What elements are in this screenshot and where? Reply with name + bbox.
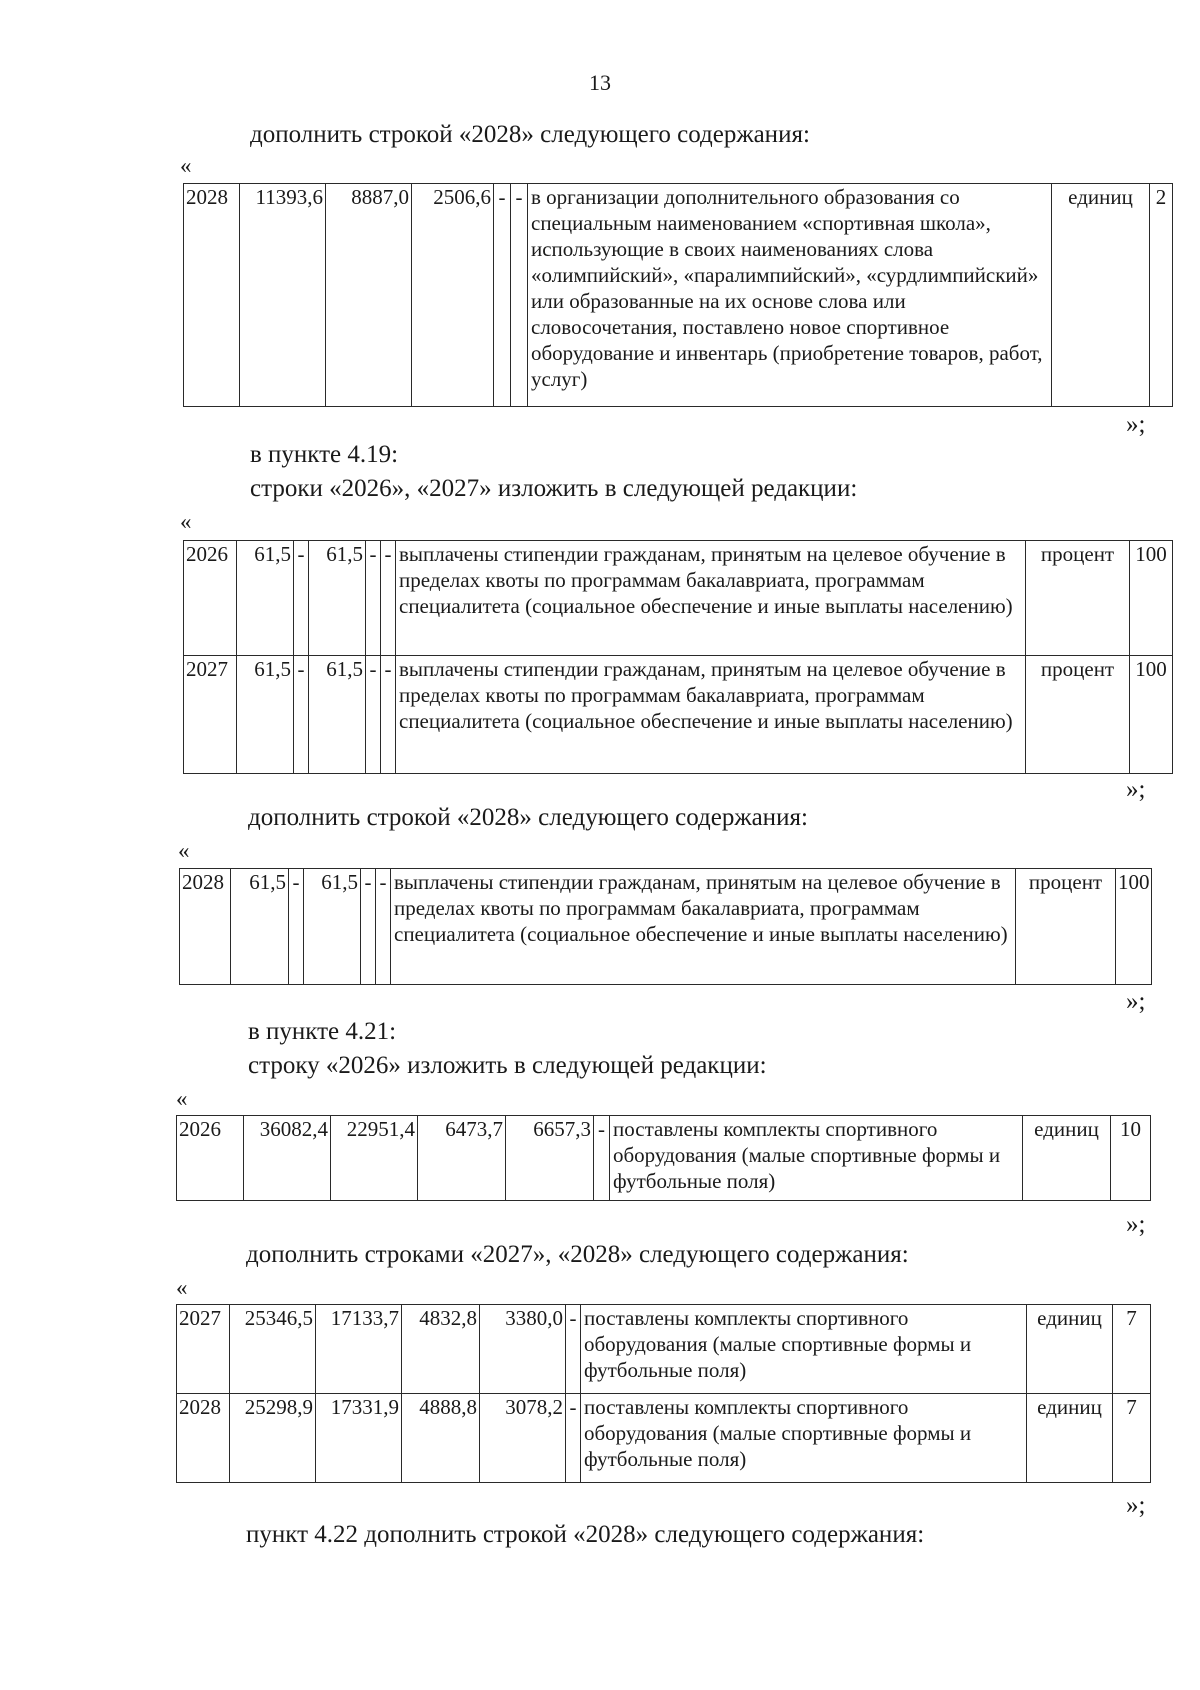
- cell-amount-2: -: [289, 869, 304, 985]
- cell-result-text: поставлены комплекты спортивного оборудования (малые спортивные формы и футбольные поля): [610, 1116, 1023, 1201]
- cell-result-text: поставлены комплекты спортивного оборудования (малые спортивные формы и футбольные поля): [581, 1305, 1027, 1394]
- cell-year: 2027: [184, 656, 237, 774]
- cell-unit: единиц: [1023, 1116, 1111, 1201]
- section-1-intro: дополнить строкой «2028» следующего содержания:: [250, 121, 810, 148]
- cell-amount-2: -: [294, 656, 309, 774]
- table-section-3: [179, 868, 1152, 985]
- cell-amount-3: 61,5: [309, 656, 366, 774]
- cell-amount-2: -: [294, 541, 309, 656]
- cell-value: 7: [1113, 1305, 1151, 1394]
- table-row: [177, 1305, 1151, 1394]
- table-row: [180, 869, 1152, 985]
- section-3-intro: дополнить строкой «2028» следующего содержания:: [248, 804, 808, 831]
- cell-amount-5: -: [376, 869, 391, 985]
- cell-unit: процент: [1026, 541, 1130, 656]
- table-row: [177, 1116, 1151, 1201]
- open-quote: «: [178, 838, 190, 863]
- cell-value: 100: [1116, 869, 1152, 985]
- table-row: [184, 541, 1173, 656]
- open-quote: «: [176, 1275, 188, 1300]
- section-2-point: в пункте 4.19:: [250, 441, 399, 468]
- cell-result-text: выплачены стипендии гражданам, принятым на целевое обучение в пределах квоты по программам бакалавриата, программам специалитета (социальное обеспечение и иные выплаты населению): [396, 541, 1026, 656]
- cell-amount-1: 36082,4: [244, 1116, 331, 1201]
- cell-result-text: выплачены стипендии гражданам, принятым на целевое обучение в пределах квоты по программам бакалавриата, программам специалитета (социальное обеспечение и иные выплаты населению): [391, 869, 1016, 985]
- cell-amount-1: 25346,5: [230, 1305, 316, 1394]
- table-section-1: [183, 183, 1173, 407]
- close-quote: »;: [1126, 1492, 1146, 1519]
- cell-amount-1: 61,5: [231, 869, 289, 985]
- cell-unit: единиц: [1027, 1305, 1113, 1394]
- cell-amount-1: 11393,6: [240, 184, 326, 407]
- cell-amount-5: -: [566, 1305, 581, 1394]
- page-number: 13: [589, 70, 611, 95]
- cell-year: 2026: [177, 1116, 244, 1201]
- cell-amount-4: 3078,2: [480, 1394, 566, 1483]
- section-4-point: в пункте 4.21:: [248, 1018, 397, 1045]
- close-quote: »;: [1126, 776, 1146, 803]
- cell-amount-5: -: [381, 656, 396, 774]
- cell-value: 100: [1130, 656, 1173, 774]
- cell-amount-4: 3380,0: [480, 1305, 566, 1394]
- cell-year: 2028: [177, 1394, 230, 1483]
- cell-result-text: в организации дополнительного образования со специальным наименованием «спортивная школа», использующие в своих наименованиях слова «олимпийский», «паралимпийский», «сурдлимпийский» или образованные на их основе слова или словосочетания, поставлено новое спортивное оборудование и инвентарь (приобретение товаров, работ, услуг): [528, 184, 1052, 407]
- cell-value: 100: [1130, 541, 1173, 656]
- cell-amount-5: -: [566, 1394, 581, 1483]
- close-quote: »;: [1126, 411, 1146, 438]
- cell-result-text: выплачены стипендии гражданам, принятым на целевое обучение в пределах квоты по программам бакалавриата, программам специалитета (социальное обеспечение и иные выплаты населению): [396, 656, 1026, 774]
- cell-amount-1: 61,5: [237, 541, 294, 656]
- cell-amount-2: 8887,0: [326, 184, 412, 407]
- cell-amount-3: 61,5: [304, 869, 361, 985]
- cell-amount-5: -: [511, 184, 528, 407]
- cell-year: 2028: [180, 869, 231, 985]
- section-5-intro: дополнить строками «2027», «2028» следующего содержания:: [246, 1241, 909, 1268]
- section-4-intro: строку «2026» изложить в следующей редакции:: [248, 1052, 767, 1079]
- cell-amount-4: -: [361, 869, 376, 985]
- cell-amount-3: 4832,8: [402, 1305, 480, 1394]
- table-section-5: [176, 1304, 1151, 1483]
- table-section-2: [183, 540, 1173, 774]
- table-row: [184, 656, 1173, 774]
- close-quote: »;: [1126, 1211, 1146, 1238]
- close-quote: »;: [1126, 988, 1146, 1015]
- open-quote: «: [180, 509, 192, 534]
- cell-amount-2: 22951,4: [331, 1116, 418, 1201]
- cell-amount-3: 6473,7: [418, 1116, 506, 1201]
- cell-amount-1: 25298,9: [230, 1394, 316, 1483]
- table-row: [177, 1394, 1151, 1483]
- cell-unit: процент: [1026, 656, 1130, 774]
- cell-year: 2027: [177, 1305, 230, 1394]
- cell-amount-4: -: [494, 184, 511, 407]
- cell-unit: процент: [1016, 869, 1116, 985]
- open-quote: «: [176, 1086, 188, 1111]
- cell-amount-2: 17331,9: [316, 1394, 402, 1483]
- cell-unit: единиц: [1052, 184, 1150, 407]
- cell-year: 2028: [184, 184, 240, 407]
- cell-amount-3: 61,5: [309, 541, 366, 656]
- cell-amount-3: 4888,8: [402, 1394, 480, 1483]
- cell-amount-4: -: [366, 541, 381, 656]
- cell-value: 7: [1113, 1394, 1151, 1483]
- cell-result-text: поставлены комплекты спортивного оборудования (малые спортивные формы и футбольные поля): [581, 1394, 1027, 1483]
- section-6-intro: пункт 4.22 дополнить строкой «2028» следующего содержания:: [246, 1521, 925, 1548]
- table-row: [184, 184, 1173, 407]
- cell-amount-3: 2506,6: [412, 184, 494, 407]
- cell-amount-5: -: [594, 1116, 610, 1201]
- cell-amount-5: -: [381, 541, 396, 656]
- section-2-intro: строки «2026», «2027» изложить в следующей редакции:: [250, 475, 858, 502]
- open-quote: «: [180, 153, 192, 178]
- cell-amount-2: 17133,7: [316, 1305, 402, 1394]
- cell-unit: единиц: [1027, 1394, 1113, 1483]
- cell-amount-4: -: [366, 656, 381, 774]
- cell-amount-4: 6657,3: [506, 1116, 594, 1201]
- table-section-4: [176, 1115, 1151, 1201]
- cell-year: 2026: [184, 541, 237, 656]
- cell-value: 2: [1150, 184, 1173, 407]
- cell-value: 10: [1111, 1116, 1151, 1201]
- cell-amount-1: 61,5: [237, 656, 294, 774]
